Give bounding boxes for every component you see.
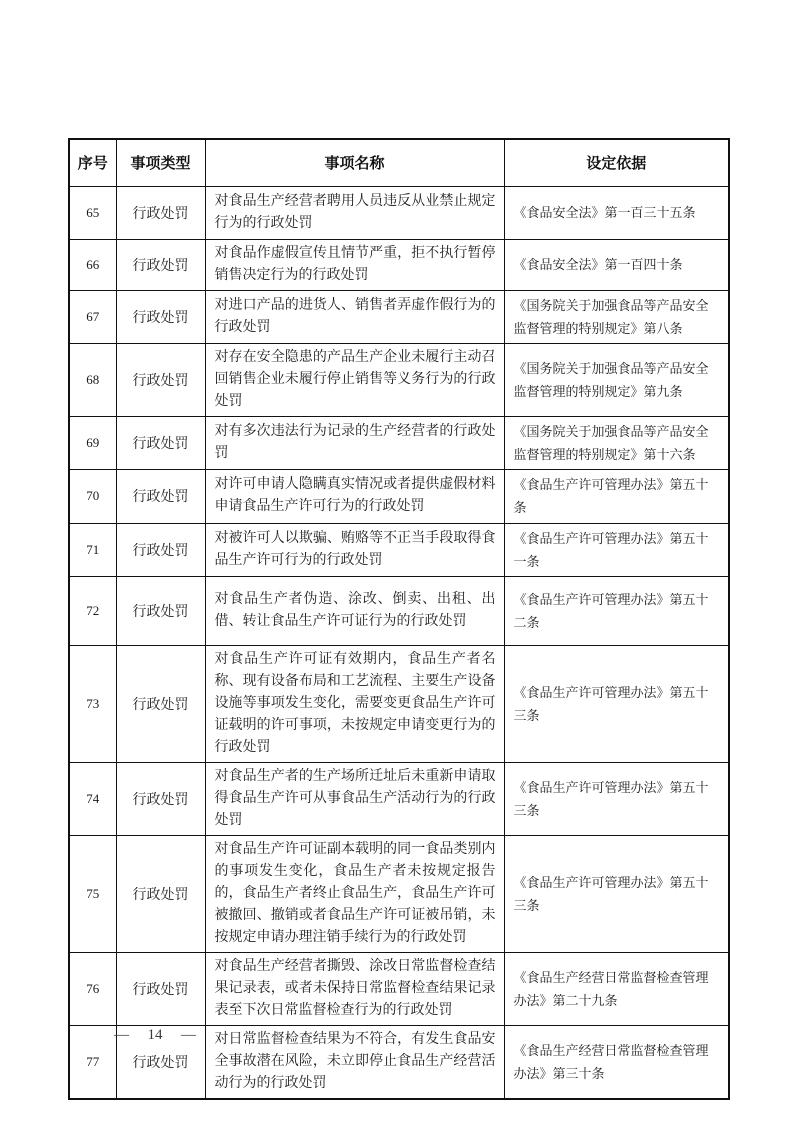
cell-legal-basis: 《食品生产许可管理办法》第五十一条 [504,523,729,576]
header-item-name: 事项名称 [205,139,504,186]
table-row [69,469,729,523]
cell-item-name: 对进口产品的进货人、销售者弄虚作假行为的行政处罚 [205,290,504,343]
cell-serial-number: 71 [69,523,116,576]
table-header-row [69,139,729,186]
cell-serial-number: 75 [69,835,116,952]
cell-legal-basis: 《食品生产经营日常监督检查管理办法》第三十条 [504,1025,729,1099]
cell-item-name: 对有多次违法行为记录的生产经营者的行政处罚 [205,416,504,469]
cell-serial-number: 74 [69,762,116,835]
cell-item-name: 对食品生产经营者聘用人员违反从业禁止规定行为的行政处罚 [205,186,504,239]
cell-item-type: 行政处罚 [116,186,205,239]
cell-item-type: 行政处罚 [116,469,205,523]
cell-item-type: 行政处罚 [116,1025,205,1099]
table-row [69,186,729,239]
cell-item-name: 对食品生产者伪造、涂改、倒卖、出租、出借、转让食品生产许可证行为的行政处罚 [205,576,504,645]
cell-legal-basis: 《食品生产许可管理办法》第五十二条 [504,576,729,645]
header-item-type: 事项类型 [116,139,205,186]
cell-legal-basis: 《食品生产经营日常监督检查管理办法》第二十九条 [504,952,729,1025]
cell-serial-number: 66 [69,239,116,290]
cell-item-name: 对存在安全隐患的产品生产企业未履行主动召回销售企业未履行停止销售等义务行为的行政处罚 [205,343,504,416]
cell-item-type: 行政处罚 [116,762,205,835]
cell-item-name: 对食品生产许可证有效期内，食品生产者名称、现有设备布局和工艺流程、主要生产设备设施等事项发生变化，需要变更食品生产许可证载明的许可事项，未按规定申请变更行为的行政处罚 [205,645,504,762]
table-row [69,576,729,645]
penalty-items-table [68,138,730,1100]
cell-serial-number: 77 [69,1025,116,1099]
table-row [69,835,729,952]
cell-item-type: 行政处罚 [116,645,205,762]
table-row [69,239,729,290]
page-number-dash-right: — [181,1027,196,1043]
cell-legal-basis: 《国务院关于加强食品等产品安全监督管理的特别规定》第十六条 [504,416,729,469]
cell-legal-basis: 《食品安全法》第一百四十条 [504,239,729,290]
cell-item-type: 行政处罚 [116,523,205,576]
table-row [69,343,729,416]
cell-item-name: 对食品作虚假宣传且情节严重，拒不执行暂停销售决定行为的行政处罚 [205,239,504,290]
cell-item-name: 对食品生产经营者撕毁、涂改日常监督检查结果记录表，或者未保持日常监督检查结果记录表至下次日常监督检查行为的行政处罚 [205,952,504,1025]
cell-item-type: 行政处罚 [116,416,205,469]
page-number-dash-left: — [114,1027,129,1043]
cell-legal-basis: 《食品生产许可管理办法》第五十条 [504,469,729,523]
cell-legal-basis: 《国务院关于加强食品等产品安全监督管理的特别规定》第九条 [504,343,729,416]
cell-serial-number: 65 [69,186,116,239]
cell-item-type: 行政处罚 [116,239,205,290]
cell-item-name: 对许可申请人隐瞒真实情况或者提供虚假材料申请食品生产许可行为的行政处罚 [205,469,504,523]
page-number-value: 14 [147,1027,163,1043]
cell-legal-basis: 《食品安全法》第一百三十五条 [504,186,729,239]
cell-item-type: 行政处罚 [116,952,205,1025]
table-row [69,952,729,1025]
cell-serial-number: 70 [69,469,116,523]
cell-serial-number: 72 [69,576,116,645]
cell-item-type: 行政处罚 [116,835,205,952]
header-legal-basis: 设定依据 [504,139,729,186]
table-row [69,762,729,835]
table-row [69,290,729,343]
cell-serial-number: 69 [69,416,116,469]
cell-serial-number: 73 [69,645,116,762]
page-number [114,1027,196,1044]
cell-legal-basis: 《食品生产许可管理办法》第五十三条 [504,835,729,952]
cell-item-name: 对日常监督检查结果为不符合，有发生食品安全事故潜在风险，未立即停止食品生产经营活动行为的行政处罚 [205,1025,504,1099]
cell-serial-number: 76 [69,952,116,1025]
header-serial-number: 序号 [69,139,116,186]
cell-item-name: 对被许可人以欺骗、贿赂等不正当手段取得食品生产许可行为的行政处罚 [205,523,504,576]
cell-legal-basis: 《食品生产许可管理办法》第五十三条 [504,762,729,835]
table-row [69,523,729,576]
table-row [69,645,729,762]
cell-legal-basis: 《国务院关于加强食品等产品安全监督管理的特别规定》第八条 [504,290,729,343]
cell-item-type: 行政处罚 [116,343,205,416]
cell-serial-number: 67 [69,290,116,343]
table-row [69,416,729,469]
cell-item-name: 对食品生产许可证副本载明的同一食品类别内的事项发生变化，食品生产者未按规定报告的，食品生产者终止食品生产，食品生产许可被撤回、撤销或者食品生产许可证被吊销，未按规定申请办理注销手续行为的行政处罚 [205,835,504,952]
cell-item-type: 行政处罚 [116,290,205,343]
cell-item-type: 行政处罚 [116,576,205,645]
cell-serial-number: 68 [69,343,116,416]
cell-legal-basis: 《食品生产许可管理办法》第五十三条 [504,645,729,762]
cell-item-name: 对食品生产者的生产场所迁址后未重新申请取得食品生产许可从事食品生产活动行为的行政处罚 [205,762,504,835]
